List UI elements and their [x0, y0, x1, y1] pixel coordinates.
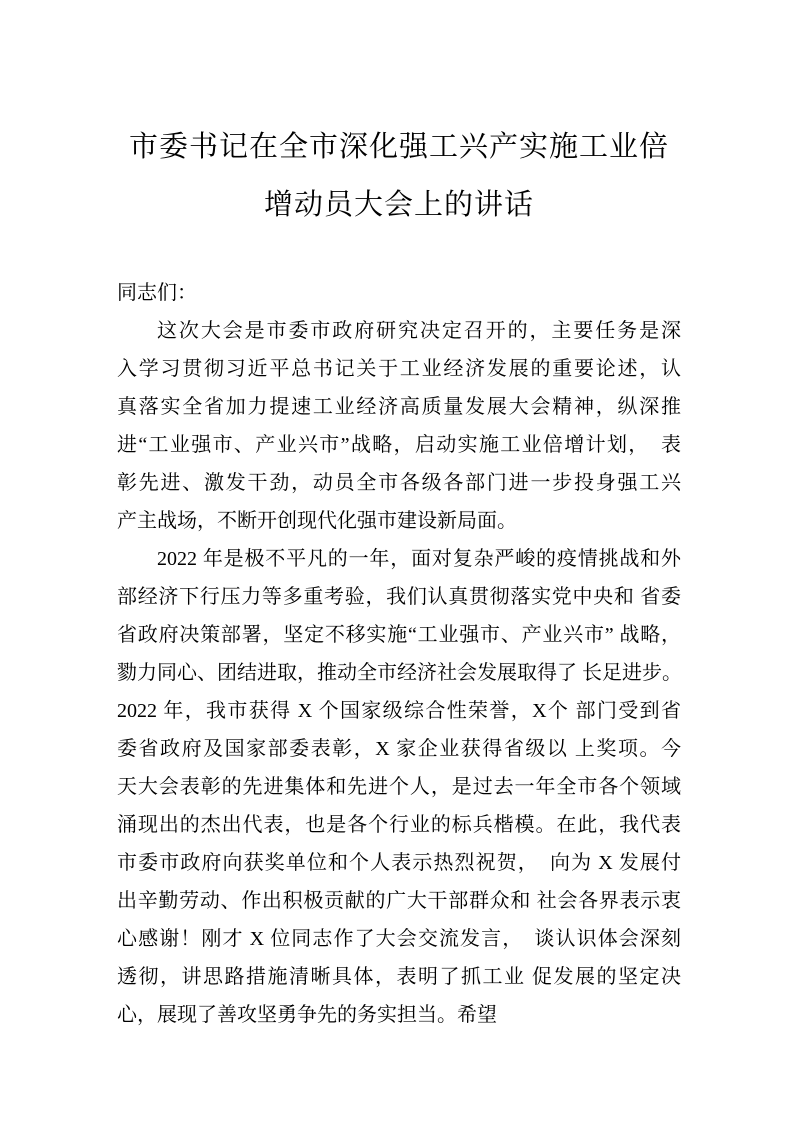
text-line: 2022 年，我市获得 X 个国家级综合性荣誉，X个 部门受到省	[117, 700, 681, 722]
title-line-2: 增动员大会上的讲话	[263, 189, 534, 221]
text-line: 彰先进、激发干劲，动员全市各级各部门进一步投身强工兴	[117, 472, 681, 494]
text-line: 心感谢！刚才 X 位同志作了大会交流发言， 谈认识体会深刻	[117, 928, 681, 950]
text-line: 涌现出的杰出代表，也是各个行业的标兵楷模。在此，我代表	[117, 814, 681, 836]
paragraph-1	[117, 312, 681, 540]
text-line: 真落实全省加力提速工业经济高质量发展大会精神，纵深推	[117, 396, 681, 418]
text-line: 2022 年是极不平凡的一年，面对复杂严峻的疫情挑战和外	[157, 548, 681, 570]
text-line: 产主战场，不断开创现代化强市建设新局面。	[117, 510, 517, 532]
text-line: 出辛勤劳动、作出积极贡献的广大干部群众和 社会各界表示衷	[117, 890, 681, 912]
text-line: 部经济下行压力等多重考验，我们认真贯彻落实党中央和 省委	[117, 586, 681, 608]
text-line: 透彻，讲思路措施清晰具体，表明了抓工业 促发展的坚定决	[117, 966, 681, 988]
text-line: 天大会表彰的先进集体和先进个人，是过去一年全市各个领域	[117, 776, 681, 798]
title-line-1: 市委书记在全市深化强工兴产实施工业倍	[128, 131, 669, 163]
text-line: 同志们：	[117, 282, 197, 304]
text-line: 勠力同心、团结进取，推动全市经济社会发展取得了 长足进步。	[117, 662, 682, 684]
text-line: 进“工业强市、产业兴市”战略，启动实施工业倍增计划， 表	[117, 434, 681, 456]
text-line: 省政府决策部署，坚定不移实施“工业强市、产业兴市” 战略，	[117, 624, 681, 646]
paragraph-2	[117, 540, 681, 1034]
greeting-paragraph	[117, 274, 681, 312]
text-line: 入学习贯彻习近平总书记关于工业经济发展的重要论述，认	[117, 358, 681, 380]
text-line: 委省政府及国家部委表彰，X 家企业获得省级以 上奖项。今	[117, 738, 681, 760]
text-line: 心，展现了善攻坚勇争先的务实担当。希望	[117, 1004, 497, 1026]
text-line: 这次大会是市委市政府研究决定召开的，主要任务是深	[157, 320, 681, 342]
text-line: 市委市政府向获奖单位和个人表示热烈祝贺， 向为 X 发展付	[117, 852, 681, 874]
document-body	[117, 274, 681, 1034]
document-title	[117, 118, 681, 234]
